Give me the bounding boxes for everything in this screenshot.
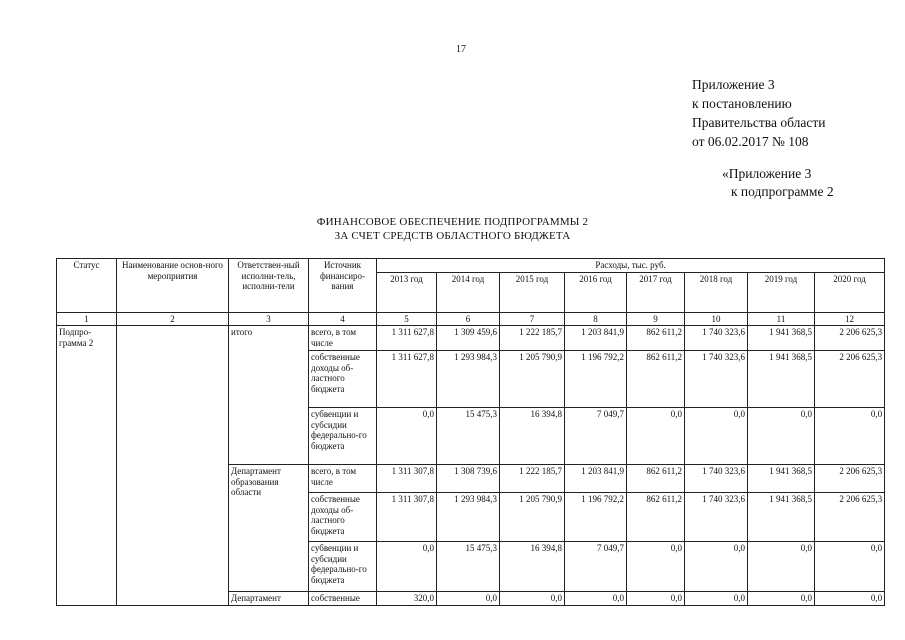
- executor-cell: итого: [229, 326, 309, 465]
- value-cell: 0,0: [815, 592, 885, 606]
- source-cell: собственные доходы об-ластного бюджета: [309, 493, 377, 542]
- value-cell: 1 222 185,7: [500, 465, 565, 493]
- value-cell: 1 203 841,9: [565, 326, 627, 351]
- value-cell: 1 293 984,3: [437, 351, 500, 408]
- col-number: 4: [309, 312, 377, 326]
- header-row-1: [57, 259, 885, 273]
- value-cell: 0,0: [437, 592, 500, 606]
- value-cell: 1 222 185,7: [500, 326, 565, 351]
- value-cell: 2 206 625,3: [815, 465, 885, 493]
- title-line-2: ЗА СЧЕТ СРЕДСТВ ОБЛАСТНОГО БЮДЖЕТА: [334, 230, 571, 242]
- value-cell: 1 740 323,6: [685, 493, 748, 542]
- header-year: 2013 год: [377, 272, 437, 312]
- value-cell: 1 309 459,6: [437, 326, 500, 351]
- sub-appendix-header: [722, 165, 834, 201]
- value-cell: 1 740 323,6: [685, 465, 748, 493]
- source-cell: субвенции и субсидии федерально-го бюджета: [309, 542, 377, 592]
- col-number: 7: [500, 312, 565, 326]
- value-cell: 862 611,2: [627, 326, 685, 351]
- value-cell: 0,0: [627, 592, 685, 606]
- value-cell: 15 475,3: [437, 408, 500, 465]
- value-cell: 0,0: [565, 592, 627, 606]
- value-cell: 1 311 627,8: [377, 326, 437, 351]
- header-source: Источник финансиро-вания: [309, 259, 377, 313]
- appendix-line-4: от 06.02.2017 № 108: [692, 134, 809, 149]
- value-cell: 1 311 627,8: [377, 351, 437, 408]
- value-cell: 7 049,7: [565, 542, 627, 592]
- executor-cell: Департамент образования области: [229, 465, 309, 592]
- sub-appendix-line-2: к подпрограмме 2: [731, 184, 834, 199]
- value-cell: 1 205 790,9: [500, 493, 565, 542]
- header-year: 2016 год: [565, 272, 627, 312]
- appendix-header: [692, 75, 825, 151]
- col-number: 3: [229, 312, 309, 326]
- value-cell: 1 203 841,9: [565, 465, 627, 493]
- source-cell: субвенции и субсидии федерально-го бюджета: [309, 408, 377, 465]
- header-expenses: Расходы, тыс. руб.: [377, 259, 885, 273]
- column-number-row: [57, 312, 885, 326]
- value-cell: 1 311 307,8: [377, 465, 437, 493]
- source-cell: всего, в том числе: [309, 465, 377, 493]
- value-cell: 0,0: [377, 542, 437, 592]
- value-cell: 0,0: [748, 408, 815, 465]
- header-year: 2015 год: [500, 272, 565, 312]
- page-number: 17: [456, 44, 466, 55]
- value-cell: 862 611,2: [627, 351, 685, 408]
- value-cell: 1 941 368,5: [748, 326, 815, 351]
- value-cell: 0,0: [377, 408, 437, 465]
- status-cell: Подпро-грамма 2: [57, 326, 117, 606]
- value-cell: 0,0: [748, 592, 815, 606]
- source-cell: всего, в том числе: [309, 326, 377, 351]
- col-number: 11: [748, 312, 815, 326]
- value-cell: 0,0: [685, 408, 748, 465]
- header-year: 2019 год: [748, 272, 815, 312]
- value-cell: 320,0: [377, 592, 437, 606]
- appendix-line-3: Правительства области: [692, 115, 826, 130]
- value-cell: 2 206 625,3: [815, 326, 885, 351]
- sub-appendix-line-1: «Приложение 3: [722, 166, 812, 181]
- value-cell: 0,0: [627, 542, 685, 592]
- value-cell: 0,0: [815, 408, 885, 465]
- value-cell: 15 475,3: [437, 542, 500, 592]
- col-number: 6: [437, 312, 500, 326]
- col-number: 2: [117, 312, 229, 326]
- header-year: 2017 год: [627, 272, 685, 312]
- name-cell: [117, 326, 229, 606]
- col-number: 12: [815, 312, 885, 326]
- value-cell: 1 740 323,6: [685, 326, 748, 351]
- col-number: 5: [377, 312, 437, 326]
- executor-cell: Департамент: [229, 592, 309, 606]
- header-year: 2020 год: [815, 272, 885, 312]
- source-cell: собственные: [309, 592, 377, 606]
- value-cell: 0,0: [500, 592, 565, 606]
- header-executor: Ответствен-ный исполни-тель, исполни-тели: [229, 259, 309, 313]
- value-cell: 1 196 792,2: [565, 351, 627, 408]
- value-cell: 1 293 984,3: [437, 493, 500, 542]
- finance-table: [56, 258, 885, 606]
- value-cell: 7 049,7: [565, 408, 627, 465]
- col-number: 10: [685, 312, 748, 326]
- value-cell: 1 941 368,5: [748, 493, 815, 542]
- col-number: 8: [565, 312, 627, 326]
- value-cell: 0,0: [685, 592, 748, 606]
- value-cell: 1 311 307,8: [377, 493, 437, 542]
- source-cell: собственные доходы об-ластного бюджета: [309, 351, 377, 408]
- value-cell: 1 740 323,6: [685, 351, 748, 408]
- col-number: 9: [627, 312, 685, 326]
- value-cell: 1 941 368,5: [748, 465, 815, 493]
- value-cell: 0,0: [748, 542, 815, 592]
- col-number: 1: [57, 312, 117, 326]
- title-line-1: ФИНАНСОВОЕ ОБЕСПЕЧЕНИЕ ПОДПРОГРАММЫ 2: [316, 216, 589, 228]
- value-cell: 2 206 625,3: [815, 493, 885, 542]
- value-cell: 16 394,8: [500, 408, 565, 465]
- value-cell: 0,0: [685, 542, 748, 592]
- document-title: [0, 215, 905, 243]
- value-cell: 1 941 368,5: [748, 351, 815, 408]
- table-row: [57, 326, 885, 351]
- value-cell: 0,0: [815, 542, 885, 592]
- header-year: 2018 год: [685, 272, 748, 312]
- header-name: Наименование основ-ного мероприятия: [117, 259, 229, 313]
- value-cell: 862 611,2: [627, 493, 685, 542]
- value-cell: 1 308 739,6: [437, 465, 500, 493]
- value-cell: 2 206 625,3: [815, 351, 885, 408]
- value-cell: 862 611,2: [627, 465, 685, 493]
- appendix-line-1: Приложение 3: [692, 77, 775, 92]
- value-cell: 16 394,8: [500, 542, 565, 592]
- value-cell: 1 205 790,9: [500, 351, 565, 408]
- value-cell: 1 196 792,2: [565, 493, 627, 542]
- header-status: Статус: [57, 259, 117, 313]
- value-cell: 0,0: [627, 408, 685, 465]
- header-year: 2014 год: [437, 272, 500, 312]
- appendix-line-2: к постановлению: [692, 96, 792, 111]
